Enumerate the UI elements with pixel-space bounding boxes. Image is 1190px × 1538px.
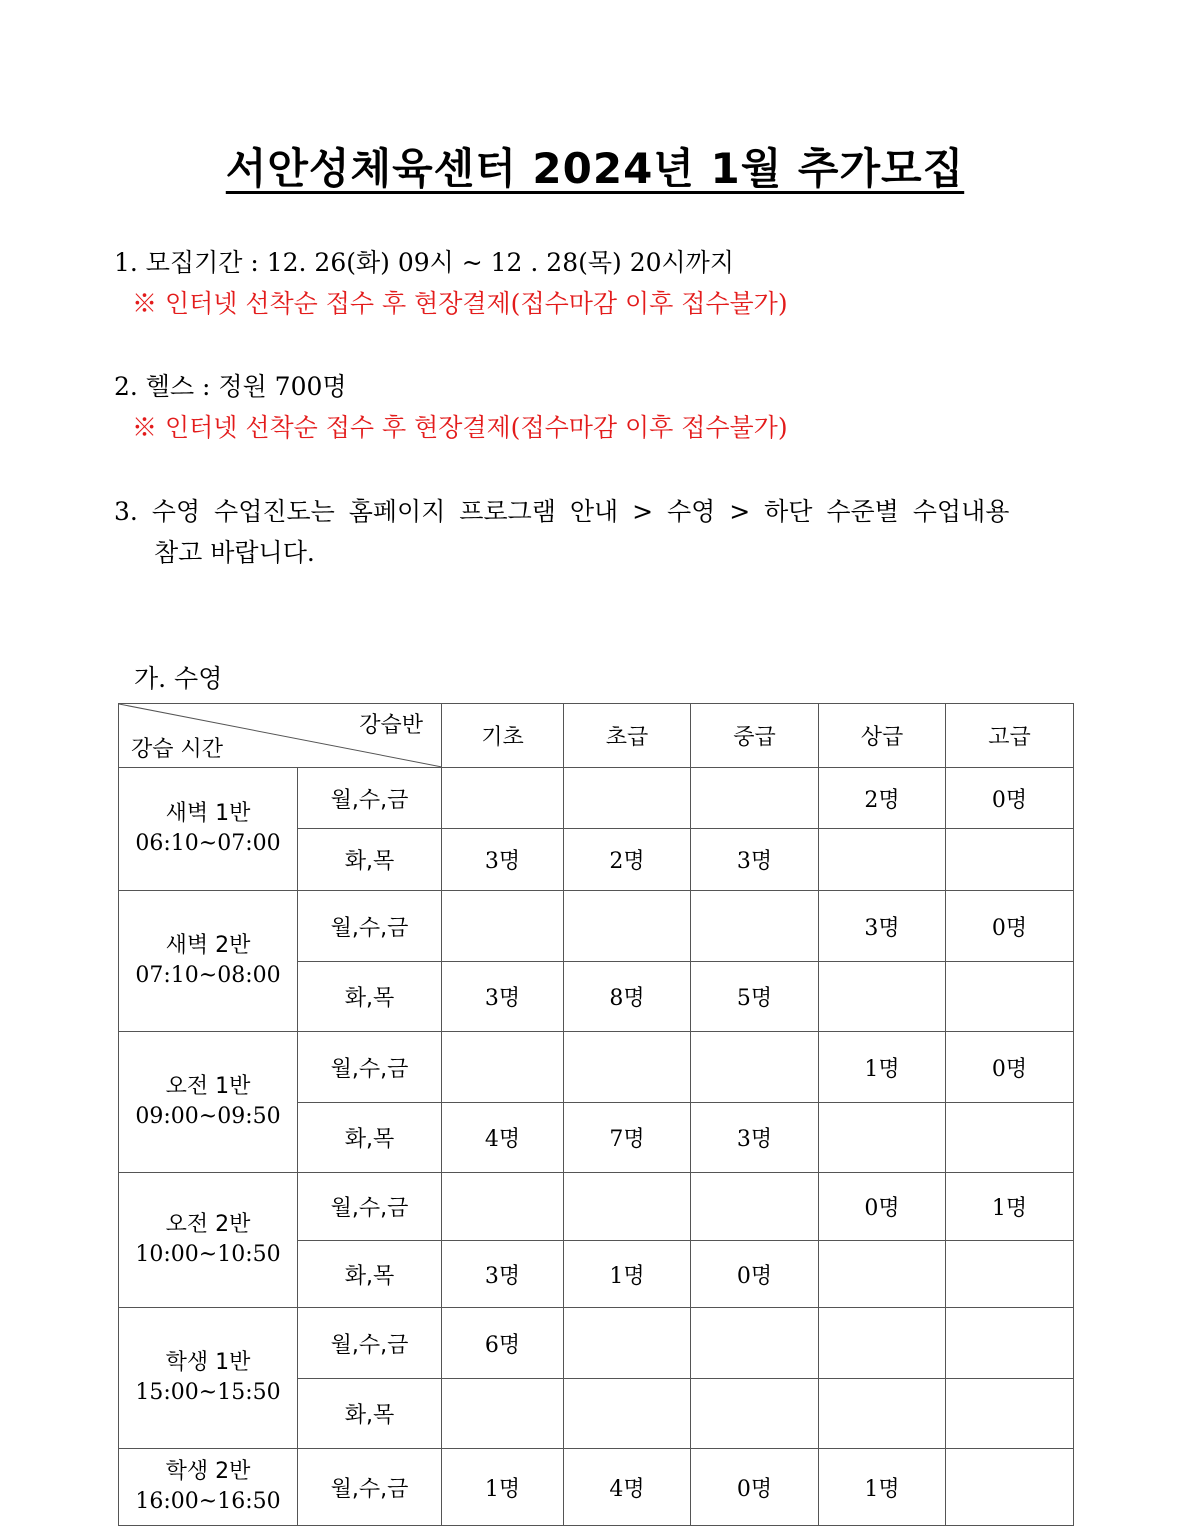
count-cell: 0명 [946, 1032, 1074, 1103]
item-1-note: ※ 인터넷 선착순 접수 후 현장결제(접수마감 이후 접수불가) [132, 289, 788, 318]
slot-name: 새벽 2반 [165, 933, 251, 958]
count-cell: 0명 [691, 1241, 819, 1308]
header-level: 초급 [564, 704, 691, 768]
slot-cell [119, 891, 298, 1032]
count-cell: 1명 [442, 1449, 564, 1526]
day-cell: 화,목 [298, 1103, 442, 1173]
page-title: 서안성체육센터 2024년 1월 추가모집 [225, 144, 965, 193]
slot-cell [119, 1173, 298, 1308]
count-cell: 0명 [819, 1173, 946, 1241]
count-cell [819, 1308, 946, 1379]
count-cell [442, 1032, 564, 1103]
day-cell: 화,목 [298, 829, 442, 891]
header-class-label: 강습반 [359, 713, 423, 738]
count-cell: 0명 [946, 768, 1074, 829]
slot-time: 09:00~09:50 [135, 1104, 281, 1129]
count-cell [691, 1379, 819, 1449]
count-cell [946, 1308, 1074, 1379]
count-cell [442, 768, 564, 829]
count-cell: 1명 [564, 1241, 691, 1308]
day-cell: 월,수,금 [298, 768, 442, 829]
count-cell [442, 891, 564, 962]
count-cell: 2명 [564, 829, 691, 891]
day-cell: 월,수,금 [298, 1308, 442, 1379]
count-cell: 8명 [564, 962, 691, 1032]
count-cell [691, 891, 819, 962]
table-row [119, 1032, 1074, 1103]
header-time-label: 강습 시간 [131, 737, 224, 762]
day-cell: 월,수,금 [298, 1173, 442, 1241]
count-cell: 3명 [442, 962, 564, 1032]
header-level: 고급 [946, 704, 1074, 768]
count-cell [564, 1173, 691, 1241]
count-cell: 4명 [564, 1449, 691, 1526]
table-row [119, 891, 1074, 962]
day-cell: 화,목 [298, 1241, 442, 1308]
count-cell: 3명 [819, 891, 946, 962]
day-cell: 화,목 [298, 1379, 442, 1449]
slot-name: 학생 1반 [165, 1350, 251, 1375]
count-cell: 3명 [691, 829, 819, 891]
header-level: 상급 [819, 704, 946, 768]
header-corner-cell [119, 704, 442, 768]
count-cell: 7명 [564, 1103, 691, 1173]
count-cell: 0명 [946, 891, 1074, 962]
count-cell [819, 1241, 946, 1308]
slot-time: 07:10~08:00 [135, 963, 281, 988]
count-cell [946, 1449, 1074, 1526]
count-cell [442, 1379, 564, 1449]
item-3-text-cont: 참고 바랍니다. [154, 538, 315, 567]
header-level: 중급 [691, 704, 819, 768]
count-cell [564, 1032, 691, 1103]
slot-name: 오전 1반 [165, 1074, 251, 1099]
count-cell: 3명 [691, 1103, 819, 1173]
count-cell [691, 1308, 819, 1379]
slot-name: 오전 2반 [165, 1212, 251, 1237]
day-cell: 월,수,금 [298, 891, 442, 962]
count-cell [946, 1379, 1074, 1449]
table-row [119, 1173, 1074, 1241]
item-1-text: 1. 모집기간 : 12. 26(화) 09시 ~ 12 . 28(목) 20시까지 [114, 248, 734, 277]
count-cell [946, 1103, 1074, 1173]
count-cell: 3명 [442, 1241, 564, 1308]
table-row [119, 1449, 1074, 1526]
slot-time: 16:00~16:50 [135, 1489, 281, 1514]
count-cell [564, 891, 691, 962]
count-cell: 5명 [691, 962, 819, 1032]
count-cell [564, 1308, 691, 1379]
count-cell: 1명 [946, 1173, 1074, 1241]
count-cell [819, 1103, 946, 1173]
count-cell [946, 962, 1074, 1032]
day-cell: 월,수,금 [298, 1449, 442, 1526]
slot-cell [119, 1032, 298, 1173]
day-cell: 월,수,금 [298, 1032, 442, 1103]
table-row [119, 1308, 1074, 1379]
count-cell: 2명 [819, 768, 946, 829]
slot-cell [119, 768, 298, 891]
slot-time: 10:00~10:50 [135, 1242, 281, 1267]
slot-name: 새벽 1반 [165, 801, 251, 826]
slot-name: 학생 2반 [165, 1459, 251, 1484]
count-cell [564, 768, 691, 829]
count-cell: 1명 [819, 1032, 946, 1103]
slot-cell [119, 1308, 298, 1449]
count-cell [442, 1173, 564, 1241]
table-row [119, 768, 1074, 829]
header-level: 기초 [442, 704, 564, 768]
count-cell [564, 1379, 691, 1449]
table-body [119, 704, 1074, 1526]
count-cell: 6명 [442, 1308, 564, 1379]
slot-time: 15:00~15:50 [135, 1380, 281, 1405]
count-cell [691, 1032, 819, 1103]
count-cell: 1명 [819, 1449, 946, 1526]
count-cell: 0명 [691, 1449, 819, 1526]
section-title: 가. 수영 [134, 664, 223, 693]
count-cell [946, 1241, 1074, 1308]
day-cell: 화,목 [298, 962, 442, 1032]
count-cell: 3명 [442, 829, 564, 891]
count-cell [691, 1173, 819, 1241]
slot-time: 06:10~07:00 [135, 831, 281, 856]
count-cell [819, 962, 946, 1032]
swim-schedule-table [118, 703, 1074, 1526]
header-row [119, 704, 1074, 768]
count-cell [819, 1379, 946, 1449]
item-2-note: ※ 인터넷 선착순 접수 후 현장결제(접수마감 이후 접수불가) [132, 413, 788, 442]
count-cell: 4명 [442, 1103, 564, 1173]
count-cell [691, 768, 819, 829]
count-cell [819, 829, 946, 891]
count-cell [946, 829, 1074, 891]
slot-cell [119, 1449, 298, 1526]
item-3-text: 3. 수영 수업진도는 홈페이지 프로그램 안내 > 수영 > 하단 수준별 수업내용 [114, 497, 1010, 526]
item-2-text: 2. 헬스 : 정원 700명 [114, 372, 347, 401]
